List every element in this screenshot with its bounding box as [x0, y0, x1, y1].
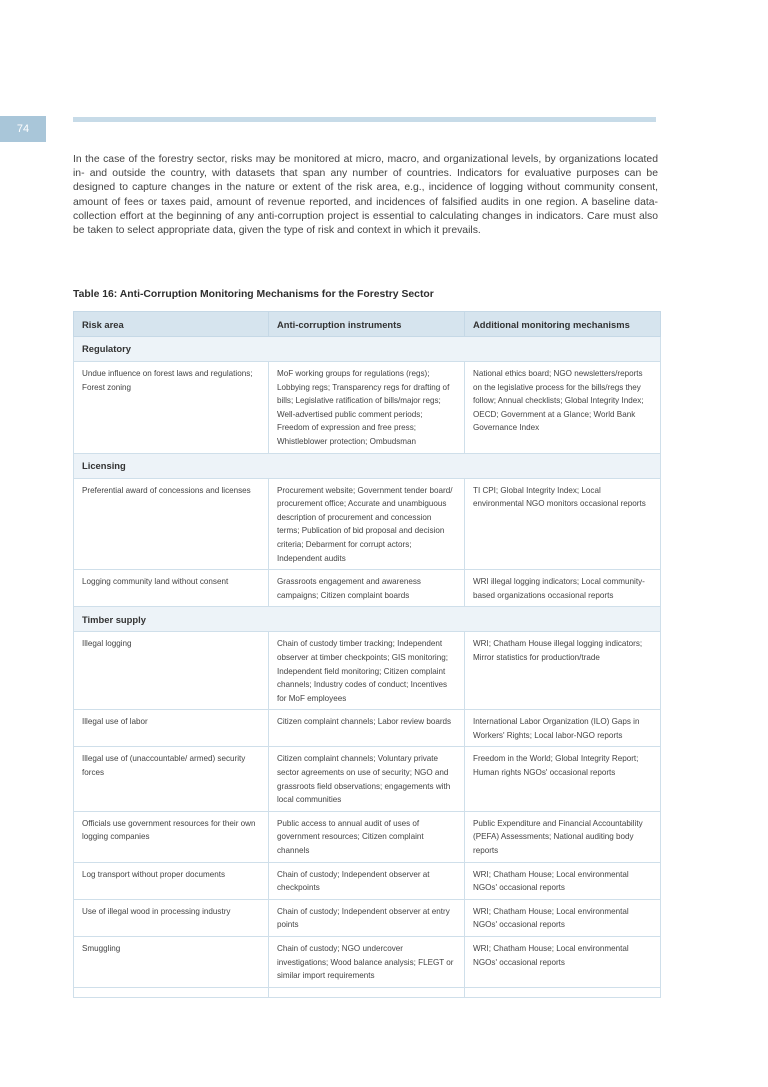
- category-label: Timber supply: [74, 607, 661, 632]
- risk-area-cell: Log transport without proper documents: [74, 862, 269, 899]
- monitoring-cell: Freedom in the World; Global Integrity Report; Human rights NGOs' occasional reports: [465, 747, 661, 811]
- instruments-cell: Chain of custody; NGO undercover investigations; Wood balance analysis; FLEGT or similar import requirements: [269, 937, 465, 988]
- header-risk-area: Risk area: [74, 312, 269, 337]
- table-row: [74, 747, 661, 811]
- monitoring-cell: National ethics board; NGO newsletters/reports on the legislative process for the bills/regs they follow; Annual checklists; Global Integrity Index; OECD; Government at a Glance; World Bank Governance Index: [465, 362, 661, 454]
- risk-area-cell: Smuggling: [74, 937, 269, 988]
- monitoring-cell: International Labor Organization (ILO) Gaps in Workers' Rights; Local labor-NGO reports: [465, 710, 661, 747]
- category-row-regulatory: [74, 337, 661, 362]
- instruments-cell: Citizen complaint channels; Voluntary private sector agreements on use of security; NGO and grassroots field observations; engagements with local communities: [269, 747, 465, 811]
- risk-area-cell: [74, 987, 269, 997]
- header-anti-corruption-instruments: Anti-corruption instruments: [269, 312, 465, 337]
- table-row: [74, 570, 661, 607]
- monitoring-cell: WRI; Chatham House; Local environmental NGOs' occasional reports: [465, 899, 661, 936]
- monitoring-cell: Public Expenditure and Financial Accountability (PEFA) Assessments; National auditing body reports: [465, 811, 661, 862]
- instruments-cell: Citizen complaint channels; Labor review boards: [269, 710, 465, 747]
- risk-area-cell: Illegal use of labor: [74, 710, 269, 747]
- table-header-row: [74, 312, 661, 337]
- header-rule: [73, 117, 656, 122]
- page-number: 74: [0, 116, 46, 142]
- risk-area-cell: Undue influence on forest laws and regulations; Forest zoning: [74, 362, 269, 454]
- instruments-cell: [269, 987, 465, 997]
- intro-paragraph: In the case of the forestry sector, risks may be monitored at micro, macro, and organizational levels, by organizations located in- and outside the country, with datasets that span any number of countries. Indicators for evaluative purposes can be designed to capture changes in the nature or extent of the risk area, e.g., incidence of logging without community consent, amount of fees or taxes paid, amount of revenue reported, and incidences of falsified audits in one region. A baseline data-collection effort at the beginning of any anti-corruption project is essential to calculating changes in indicators. Care must also be taken to select appropriate data, given the type of risk and context in which it prevails.: [73, 154, 658, 237]
- table-title: Table 16: Anti-Corruption Monitoring Mechanisms for the Forestry Sector: [73, 289, 434, 300]
- table-row: [74, 862, 661, 899]
- table-row: [74, 811, 661, 862]
- category-label: Regulatory: [74, 337, 661, 362]
- instruments-cell: Chain of custody; Independent observer at entry points: [269, 899, 465, 936]
- monitoring-cell: [465, 987, 661, 997]
- category-row-timber-supply: [74, 607, 661, 632]
- table-row: [74, 632, 661, 710]
- table-row: [74, 362, 661, 454]
- instruments-cell: Procurement website; Government tender board/ procurement office; Accurate and unambiguous description of procurement and concession terms; Publication of bid proposal and decision criteria; Debarment for corrupt actors; Independent audits: [269, 478, 465, 570]
- monitoring-cell: TI CPI; Global Integrity Index; Local environmental NGO monitors occasional reports: [465, 478, 661, 570]
- category-row-licensing: [74, 453, 661, 478]
- table-row: [74, 478, 661, 570]
- risk-area-cell: Preferential award of concessions and licenses: [74, 478, 269, 570]
- table-row: [74, 899, 661, 936]
- monitoring-cell: WRI; Chatham House illegal logging indicators; Mirror statistics for production/trade: [465, 632, 661, 710]
- instruments-cell: Chain of custody; Independent observer at checkpoints: [269, 862, 465, 899]
- risk-area-cell: Logging community land without consent: [74, 570, 269, 607]
- risk-area-cell: Use of illegal wood in processing industry: [74, 899, 269, 936]
- category-label: Licensing: [74, 453, 661, 478]
- monitoring-cell: WRI illegal logging indicators; Local community-based organizations occasional reports: [465, 570, 661, 607]
- monitoring-mechanisms-table: [73, 311, 661, 998]
- table-row: [74, 937, 661, 988]
- table-row: [74, 710, 661, 747]
- risk-area-cell: Illegal use of (unaccountable/ armed) security forces: [74, 747, 269, 811]
- table-row: [74, 987, 661, 997]
- monitoring-cell: WRI; Chatham House; Local environmental NGOs' occasional reports: [465, 862, 661, 899]
- instruments-cell: Chain of custody timber tracking; Independent observer at timber checkpoints; GIS monitoring; Independent field monitoring; Citizen complaint channels; Industry codes of conduct; Incentives for MoF employees: [269, 632, 465, 710]
- risk-area-cell: Officials use government resources for their own logging companies: [74, 811, 269, 862]
- instruments-cell: MoF working groups for regulations (regs); Lobbying regs; Transparency regs for drafting of bills; Legislative ratification of bills/major regs; Well-advertised public comment periods; Freedom of expression and free press; Whistleblower protection; Ombudsman: [269, 362, 465, 454]
- header-additional-monitoring: Additional monitoring mechanisms: [465, 312, 661, 337]
- instruments-cell: Public access to annual audit of uses of government resources; Citizen complaint channels: [269, 811, 465, 862]
- instruments-cell: Grassroots engagement and awareness campaigns; Citizen complaint boards: [269, 570, 465, 607]
- risk-area-cell: Illegal logging: [74, 632, 269, 710]
- monitoring-cell: WRI; Chatham House; Local environmental NGOs' occasional reports: [465, 937, 661, 988]
